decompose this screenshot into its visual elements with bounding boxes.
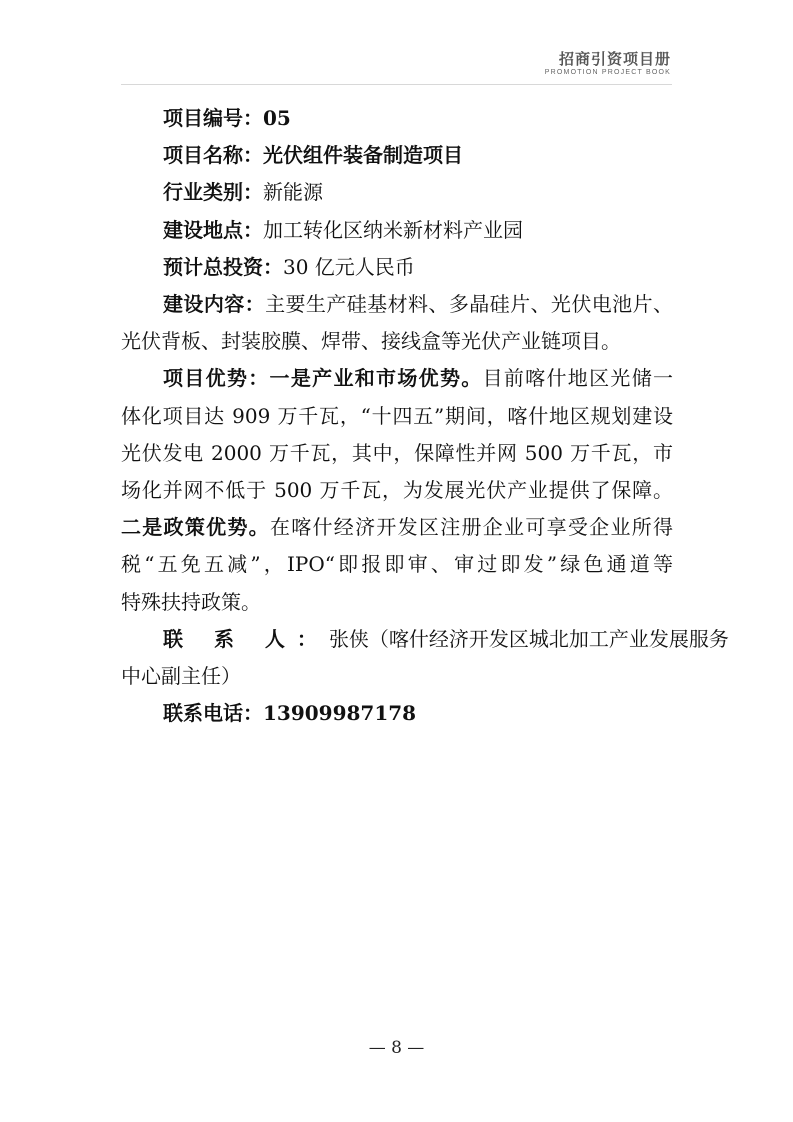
advantage-row-3: [121, 435, 673, 472]
industry-value: 新能源: [263, 180, 323, 205]
contact-label: 联 系 人：: [163, 626, 329, 651]
advantage2-text-2: 税“五免五减”，IPO“即报即审、审过即发”绿色通道等: [121, 552, 673, 577]
contact-row-2: [121, 658, 673, 695]
phone-row: [121, 695, 673, 732]
content-text-1: 主要生产硅基材料、多晶硅片、光伏电池片、: [265, 292, 674, 317]
advantage1-text-1: 目前喀什地区光储一: [482, 366, 674, 391]
investment-label: 预计总投资：: [163, 254, 283, 279]
industry-row: [121, 174, 673, 211]
advantage2-text-3: 特殊扶持政策。: [121, 589, 261, 614]
advantage-row-4: [121, 472, 673, 509]
project-name-label: 项目名称：: [163, 143, 263, 168]
advantage-row-5: [121, 509, 673, 546]
contact-row-1: [121, 621, 729, 658]
advantage2-text-1: 在喀什经济开发区注册企业可享受企业所得: [269, 515, 674, 540]
contact-text-2: 中心副主任）: [121, 664, 241, 689]
advantage-row-6: [121, 546, 673, 583]
project-number-value: 05: [263, 106, 291, 130]
project-number-row: [121, 100, 673, 137]
header-title: 招商引资项目册: [558, 50, 671, 68]
phone-label: 联系电话：: [163, 701, 263, 726]
location-row: [121, 212, 673, 249]
phone-value: 13909987178: [263, 701, 417, 726]
header-subtitle: PROMOTION PROJECT BOOK: [544, 69, 671, 76]
investment-row: [121, 249, 673, 286]
industry-label: 行业类别：: [163, 180, 263, 205]
content-label: 建设内容：: [163, 292, 266, 317]
page-number: — 8 —: [368, 1038, 425, 1058]
advantage1-text-2: 体化项目达 909 万千瓦，“十四五”期间，喀什地区规划建设: [121, 403, 673, 428]
project-number-label: 项目编号：: [163, 106, 263, 130]
advantage1-heading: 一是产业和市场优势。: [269, 366, 483, 391]
header-divider: [121, 84, 672, 85]
contact-text-1: 张侠（喀什经济开发区城北加工产业发展服务: [328, 626, 729, 651]
advantage-row-2: [121, 398, 673, 435]
project-name-row: [121, 137, 673, 174]
content-text-2: 光伏背板、封装胶膜、焊带、接线盒等光伏产业链项目。: [121, 329, 621, 354]
advantage-row-7: [121, 584, 673, 621]
project-content: [121, 100, 729, 732]
advantage1-text-3: 光伏发电 2000 万千瓦，其中，保障性并网 500 万千瓦，市: [121, 440, 673, 465]
location-label: 建设地点：: [163, 217, 263, 242]
advantage-row-1: [121, 360, 673, 397]
project-name-value: 光伏组件装备制造项目: [263, 143, 463, 168]
content-row-1: [121, 286, 673, 323]
page-header: [545, 50, 671, 78]
investment-value: 30 亿元人民币: [283, 254, 415, 279]
content-row-2: [121, 323, 673, 360]
advantage1-text-4: 场化并网不低于 500 万千瓦，为发展光伏产业提供了保障。: [121, 478, 673, 503]
advantage2-heading: 二是政策优势。: [121, 515, 270, 540]
location-value: 加工转化区纳米新材料产业园: [263, 217, 523, 242]
advantage-label: 项目优势：: [163, 366, 270, 391]
